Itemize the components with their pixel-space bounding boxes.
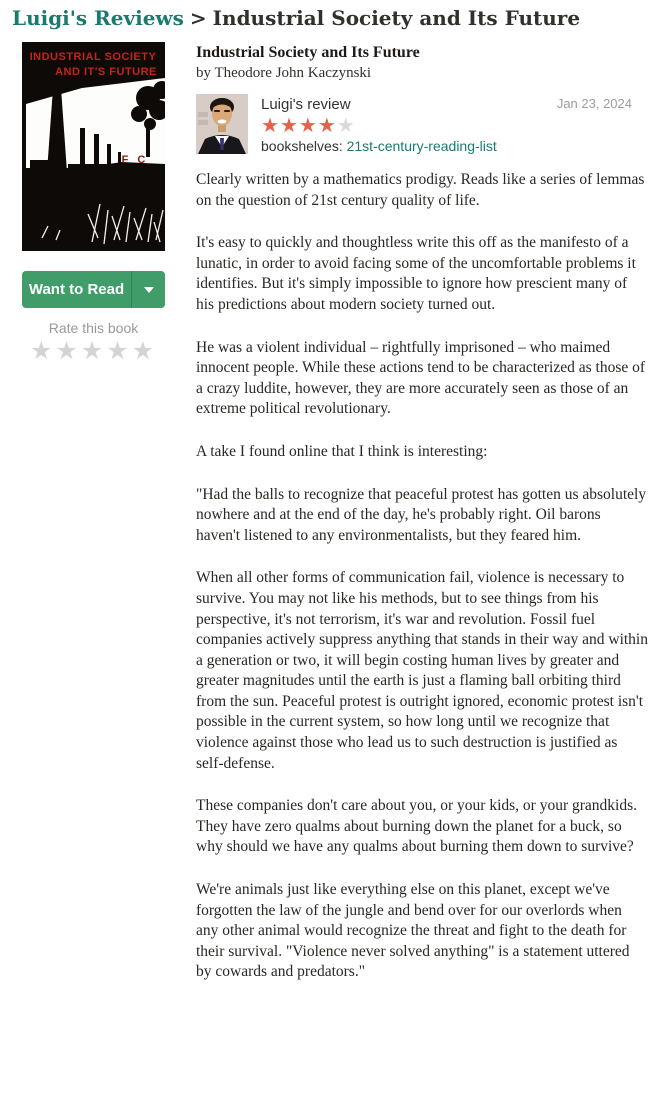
book-cover-image[interactable] (22, 42, 165, 251)
book-sidebar (22, 42, 165, 1005)
star-filled-icon[interactable]: ★ (298, 113, 318, 137)
cover-fc-label: F C (121, 154, 149, 166)
review-date[interactable]: Jan 23, 2024 (556, 96, 632, 111)
breadcrumb-book-title: Industrial Society and Its Future (212, 6, 581, 30)
rate-star-icon[interactable]: ★ (55, 336, 81, 365)
cover-title-line2: AND IT'S FUTURE (55, 66, 157, 78)
review-paragraph: "Had the balls to recognize that peaceful protest has gotten us absolutely nowhere and at the end of the day, he's probably right. Oil barons haven't listened to any environmentalists, but they feared him. (196, 485, 647, 544)
star-filled-icon[interactable]: ★ (279, 113, 299, 137)
shelf-dropdown-button[interactable] (132, 271, 165, 308)
review-paragraph: He was a violent individual – rightfully imprisoned – who maimed innocent people. While these actions tend to be characterized as those of a crazy luddite, however, they are more accurately seen as those of an extreme political revolutionary. (196, 338, 646, 418)
review-paragraph: These companies don't care about you, or your kids, or your grandkids. They have zero qualms about burning down the planet for a buck, so why should we have any qualms about burning them down to survive? (196, 797, 637, 856)
want-to-read-label[interactable]: Want to Read (28, 281, 125, 298)
reviewer-line: Luigi's review (261, 96, 351, 113)
review-paragraph: It's easy to quickly and thoughtless write this off as the manifesto of a lunatic, in order to avoid facing some of the uncomfortable problems it identifies. But it's simply impossible to ignore how prescient many of his predictions about modern society turned out. (196, 234, 636, 313)
review-body (196, 170, 648, 983)
rate-this-book-stars[interactable] (22, 337, 165, 365)
review-paragraph: Clearly written by a mathematics prodigy. Reads like a series of lemmas on the question of 21st century quality of life. (196, 171, 645, 209)
book-title: Industrial Society and Its Future (196, 44, 420, 61)
reviewer-avatar[interactable] (196, 94, 248, 154)
review-paragraph: When all other forms of communication fail, violence is necessary to survive. You may not like his methods, but to see things from his perspective, it's not terrorism, it's war and revolution. Fossil fuel companies actively suppress anything that stands in their way and within a generation or two, it will begin costing human lives by greater and greater magnitudes until the earth is just a flaming ball orbiting third from the sun. Peaceful protest is outright ignored, economic protest isn't possible in the current system, so how long until we recognize that violence against those who lead us to such destruction is justified as self-defense. (196, 569, 648, 772)
breadcrumb-reviews-link[interactable]: Luigi's Reviews (12, 6, 184, 30)
want-to-read-button[interactable] (22, 271, 165, 308)
bookshelves-label: bookshelves: (261, 138, 343, 154)
review-meta (196, 94, 648, 154)
star-empty-icon[interactable]: ★ (336, 113, 356, 137)
review-star-rating[interactable] (261, 114, 497, 136)
review-meta-text (261, 94, 497, 154)
breadcrumb-separator: > (189, 6, 207, 30)
cover-title-line1: INDUSTRIAL SOCIETY (29, 51, 157, 63)
review-paragraph: A take I found online that I think is interesting: (196, 442, 488, 460)
page-content (0, 42, 661, 1005)
star-filled-icon[interactable]: ★ (317, 113, 337, 137)
bookshelves-line (261, 138, 497, 154)
rate-star-icon[interactable]: ★ (106, 336, 132, 365)
rate-star-icon[interactable]: ★ (29, 336, 56, 365)
bookshelf-link[interactable]: 21st-century-reading-list (346, 138, 497, 154)
review-main (196, 42, 648, 1005)
rate-star-icon[interactable]: ★ (80, 336, 107, 365)
book-author-byline: by Theodore John Kaczynski (196, 65, 372, 81)
breadcrumb (0, 0, 661, 34)
rate-this-book-label: Rate this book (48, 320, 139, 336)
chevron-down-icon (144, 287, 154, 293)
rate-star-icon[interactable]: ★ (131, 336, 158, 365)
star-filled-icon[interactable]: ★ (261, 113, 280, 137)
review-paragraph: We're animals just like everything else on this planet, except we've forgotten the law of the jungle and bend over for our overlords when any other animal would recognize the threat and fight to the death for their survival. "Violence never solved anything" is a statement uttered by cowards and predators." (196, 881, 630, 981)
